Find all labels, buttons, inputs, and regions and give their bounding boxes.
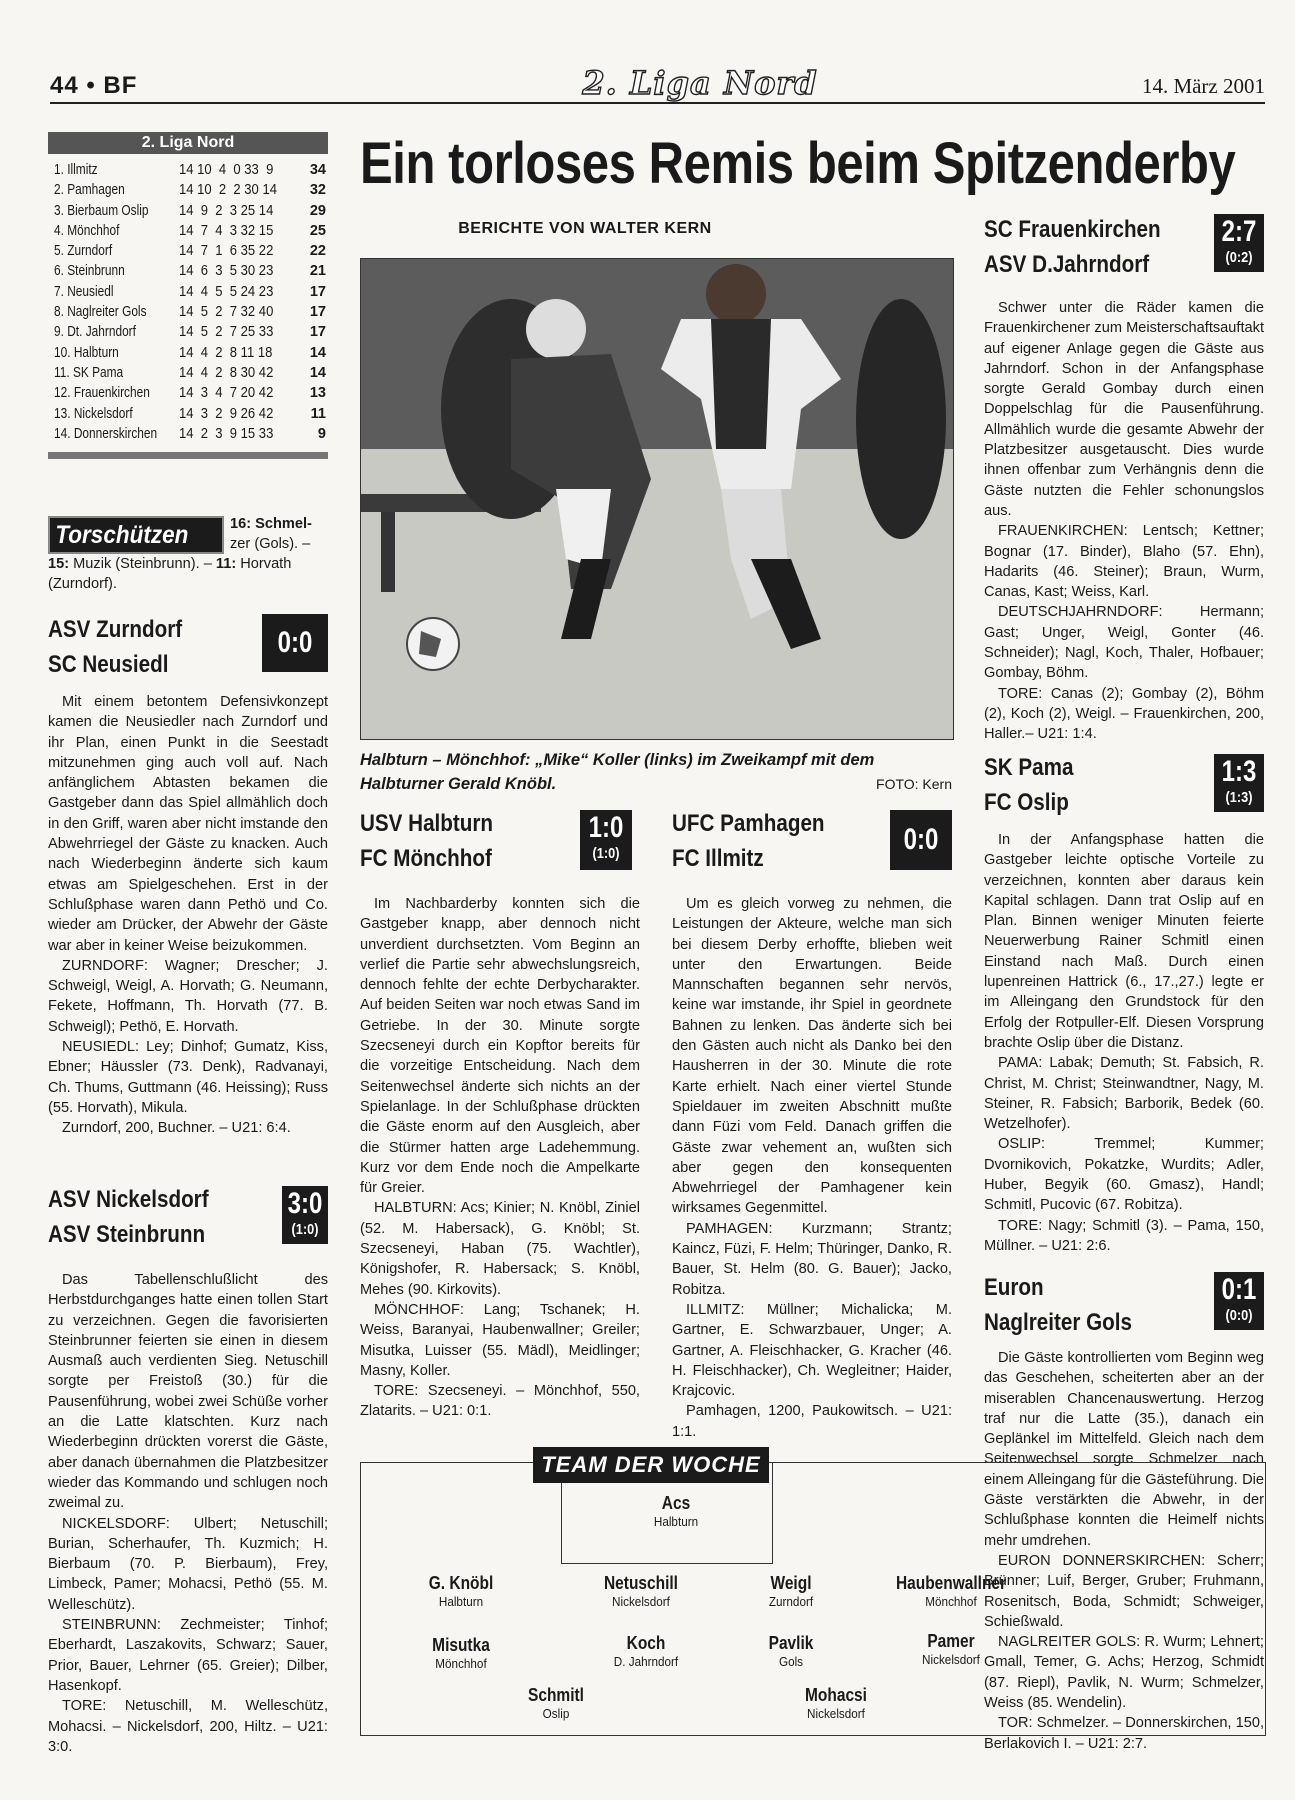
player-name: Koch — [626, 1633, 666, 1653]
team-points: 21 — [309, 263, 326, 280]
team-stats: 14 2 3 9 15 33 — [179, 425, 274, 442]
score: 2:7 — [1221, 215, 1257, 248]
match-pamhagen-report — [672, 894, 952, 1442]
match-frauenkirchen-header — [984, 212, 1264, 288]
lineup-away: OSLIP: Tremmel; Kummer; Dvornikovich, Pokatzke, Wurdits; Adler, Huber, Begyik (60. Gmasz), Handl; Schmitl, Pucovic (67. Robitza). — [984, 1136, 1264, 1214]
team-of-the-week-player — [701, 1573, 881, 1609]
team-of-the-week-player — [371, 1573, 551, 1609]
scorers-text: 15: Muzik (Steinbrunn). – 11: Horvath (Zurndorf). — [48, 556, 292, 593]
team-of-the-week-player — [371, 1635, 551, 1671]
standings-row — [48, 282, 328, 302]
report-text: Das Tabellenschlußlicht des Herbstdurchganges hatte einen tollen Start zu verzeichnen. Gegen die favorisierten Steinbrunner feierten sie einen in diesem Ausmaß auch verdienten Sieg. Netuschill sorgte per Freistoß (30.) für die Pausenführung, wobei zwei Schüße vorher an die Latte klatschten. Kurz nach Wiederbeginn drückten vorerst die Gäste, aber danach übernahmen die Platzbesitzer wieder das Kommando und schlugen noch zweimal zu. — [48, 1272, 328, 1512]
team-of-the-week-title: TEAM DER WOCHE — [533, 1447, 769, 1483]
player-name: Schmitl — [528, 1685, 584, 1705]
player-name: Misutka — [432, 1635, 490, 1655]
away-team: ASV D.Jahrndorf — [984, 251, 1150, 278]
photo-credit: FOTO: Kern — [876, 776, 952, 792]
lineup-home: PAMA: Labak; Demuth; St. Fabsich, R. Christ, M. Christ; Steinwandtner, Nagy, M. Steiner, R. Fabsich; Barborik, Bedek (60. Wetzelhofer). — [984, 1055, 1264, 1133]
lineup-away: NAGLREITER GOLS: R. Wurm; Lehnert; Gmall, Temer, G. Achs; Herzog, Schmidt (87. Riepl), Pavlik, N. Wurm; Schmelzer, Weiss (85. Wendelin). — [984, 1634, 1264, 1712]
away-team: FC Illmitz — [672, 845, 764, 872]
away-team: FC Oslip — [984, 789, 1069, 816]
team-of-the-week-player — [861, 1631, 1041, 1667]
match-halbturn-report — [360, 894, 640, 1422]
home-team: USV Halbturn — [360, 810, 494, 837]
match-info: TORE: Szecseneyi. – Mönchhof, 550, Zlatarits. – U21: 0:1. — [360, 1383, 640, 1420]
match-info: Pamhagen, 1200, Paukowitsch. – U21: 1:1. — [672, 1403, 952, 1440]
standings-row — [48, 322, 328, 342]
player-name: Haubenwallner — [895, 1573, 1007, 1593]
team-points: 14 — [309, 364, 326, 381]
standings-title: 2. Liga Nord — [48, 132, 328, 154]
score: 1:3 — [1221, 755, 1257, 788]
home-team: UFC Pamhagen — [672, 810, 825, 837]
team-of-the-week-player — [861, 1573, 1041, 1609]
player-club: Nickelsdorf — [922, 1652, 980, 1667]
lineup-home: PAMHAGEN: Kurzmann; Strantz; Kaincz, Füzi, F. Helm; Thüringer, Danko, R. Bauer, St. Helm (80. G. Bauer); Jacko, Robitza. — [672, 1220, 952, 1298]
team-name: 14. Donnerskirchen — [54, 425, 158, 442]
team-points: 32 — [309, 182, 326, 199]
score: 0:1 — [1221, 1273, 1257, 1306]
team-name: 11. SK Pama — [54, 364, 124, 381]
standings-row — [48, 363, 328, 383]
match-nickelsdorf-header — [48, 1182, 328, 1258]
player-name: Acs — [661, 1493, 691, 1513]
standings-table — [48, 132, 328, 459]
team-name: 9. Dt. Jahrndorf — [54, 324, 136, 341]
photo-illustration — [361, 259, 953, 739]
score-box — [282, 1186, 328, 1244]
team-stats: 14 5 2 7 32 40 — [179, 304, 274, 321]
standings-row — [48, 160, 328, 180]
standings-row — [48, 241, 328, 261]
lineup-away: NEUSIEDL: Ley; Dinhof; Gumatz, Kiss, Ebner; Häussler (73. Denk), Radvanayi, Ch. Thums, Guttmann (46. Heissing); Russ (55. Horvath), Mikula. — [48, 1039, 328, 1116]
match-info: TOR: Schmelzer. – Donnerskirchen, 150, Berlakovich I. – U21: 2:7. — [984, 1715, 1264, 1752]
match-info: Zurndorf, 200, Buchner. – U21: 6:4. — [62, 1120, 291, 1137]
team-of-the-week-player — [466, 1685, 646, 1721]
team-points: 25 — [309, 222, 326, 239]
match-zurndorf-header — [48, 612, 328, 688]
page-header — [50, 64, 1265, 104]
home-team: Euron — [984, 1274, 1044, 1301]
lineup-home: FRAUENKIRCHEN: Lentsch; Kettner; Bognar (17. Binder), Blaho (57. Ehn), Hadarits (46. Steiner); Braun, Wurm, Canas, Kast; Weiss, Karl. — [984, 523, 1264, 601]
team-stats: 14 4 2 8 11 18 — [179, 344, 273, 361]
match-halbturn-header — [360, 806, 632, 882]
halftime-score: (0:2) — [1225, 249, 1253, 266]
standings-row — [48, 383, 328, 403]
halftime-score: (1:3) — [1225, 789, 1253, 806]
report-text: Die Gäste kontrollierten vom Beginn weg das Geschehen, scheiterten aber an der miserablen Chancenauswertung. Herzog traf nur die Latte (35.), danach ein Geplänkel im Mittelfeld. Gleich nach dem Seitenwechsel sorgte Schmelzer nach einem Alleingang für die Gästeführung. Die Gäste verstärkten die Abwehr, in der Schlußphase konnten die Heimelf nichts mehr umdrehen. — [984, 1350, 1264, 1549]
byline: BERICHTE VON WALTER KERN — [458, 220, 712, 237]
page-number: 44 • BF — [50, 72, 138, 99]
standings-row — [48, 343, 328, 363]
match-info: TORE: Nagy; Schmitl (3). – Pama, 150, Müllner. – U21: 2:6. — [984, 1217, 1264, 1254]
standings-row — [48, 201, 328, 221]
team-name: 7. Neusiedl — [54, 283, 114, 300]
lineup-home: ZURNDORF: Wagner; Drescher; J. Schweigl, Weigl, A. Horvath; G. Neumann, Fekete, Hoffmann, Th. Horvath (77. B. Schweigl); Pethö, E. Horvath. — [48, 957, 328, 1035]
team-name: 12. Frauenkirchen — [54, 385, 150, 402]
match-frauenkirchen-report — [984, 298, 1264, 745]
team-points: 34 — [309, 162, 326, 178]
home-team: ASV Nickelsdorf — [48, 1186, 209, 1213]
team-of-the-week-player — [586, 1493, 766, 1529]
score-box — [580, 810, 632, 870]
caption-text: Halbturn – Mönchhof: „Mike“ Koller (links) im Zweikampf mit dem Halbturner Gerald Knöbl. — [360, 751, 875, 793]
player-club: D. Jahrndorf — [613, 1654, 679, 1669]
away-team: Naglreiter Gols — [984, 1309, 1132, 1336]
lineup-home: HALBTURN: Acs; Kinier; N. Knöbl, Ziniel (52. M. Habersack), G. Knöbl; St. Szecseneyi, Haban (75. Wachtler), Königshofer, R. Habersack; S. Knöbl, Mehes (90. Kirkovits). — [360, 1200, 640, 1298]
home-team: ASV Zurndorf — [48, 616, 183, 643]
scorers-box — [48, 512, 328, 595]
player-club: Gols — [778, 1654, 804, 1669]
team-stats: 14 3 2 9 26 42 — [179, 405, 274, 422]
away-team: FC Mönchhof — [360, 845, 492, 872]
report-text: Im Nachbarderby konnten sich die Gastgeber knapp, aber dennoch nicht unverdient durchsetzten. Vom Beginn an verlief die Partie sehr abwechslungsreich, dennoch fehlte der echte Derbycharakter. Auf beiden Seiten war noch etwas Sand im Getriebe. In der 30. Minute sorgte Szecseneyi durch ein Kopftor bereits für die vorzeitige Entscheidung. Nach dem Seitenwechsel änderte sich nichts an der Spielanlage. In der Schlußphase drückten die Gäste enorm auf den Ausgleich, aber die Stürmer hatten arge Ladehemmung. Kurz vor dem Ende noch die Ampelkarte für Greier. — [360, 896, 640, 1197]
score-box — [1214, 1272, 1264, 1330]
scorers-line-2: zer (Gols). – — [230, 536, 311, 553]
team-name: 1. Illmitz — [54, 162, 98, 178]
report-text: Schwer unter die Räder kamen die Frauenkirchener zum Meisterschaftsauftakt auf eigener Anlage gegen die Gäste aus Jahrndorf. Schon in der Anfangsphase sorgte Gerald Gombay durch einen Doppelschlag für die Pausenführung. Allmählich wurde die gesamte Abwehr der Platzbesitzer ausgetauscht. Dies wurde ihnen offenbar zum Verhängnis denn die Gäste nutzten die Fehler schonungslos aus. — [984, 300, 1264, 519]
team-name: 8. Naglreiter Gols — [54, 304, 147, 321]
team-stats: 14 7 1 6 35 22 — [179, 243, 274, 260]
team-of-the-week-player — [746, 1685, 926, 1721]
away-team: ASV Steinbrunn — [48, 1221, 206, 1248]
team-name: 5. Zurndorf — [54, 243, 113, 260]
match-nickelsdorf-report — [48, 1270, 328, 1757]
team-points: 9 — [317, 425, 326, 442]
team-stats: 14 10 2 2 30 14 — [179, 182, 277, 199]
away-team: SC Neusiedl — [48, 651, 169, 678]
match-zurndorf-report — [48, 692, 328, 1139]
team-points: 13 — [309, 385, 326, 402]
score: 0:0 — [277, 626, 313, 659]
player-club: Oslip — [542, 1706, 570, 1721]
team-points: 17 — [309, 324, 326, 341]
standings-row — [48, 302, 328, 322]
report-text: Mit einem betontem Defensivkonzept kamen die Neusiedler nach Zurndorf und ihr Plan, einen Punkt in die Seestadt mitzunehmen ging auch voll auf. Nach anfänglichem Abtasten bekamen die Gastgeber dann das Spiel allmählich doch in den Griff, waren aber nicht imstande den Abwehrriegel der Gäste zu knacken. Auch nach Wiederbeginn änderte sich kaum etwas am Spielgeschehen. Erst in der Schlußphase waren dann Pethö und Co. wieder am Drücker, der Abwehr der Gäste war aber in keiner Weise beizukommen. — [48, 694, 328, 954]
player-name: Pamer — [927, 1631, 975, 1651]
player-name: Pavlik — [768, 1633, 814, 1653]
team-of-the-week-player — [701, 1633, 881, 1669]
report-text: In der Anfangsphase hatten die Gastgeber leichte optische Vorteile zu verzeichnen, konnten aber daraus kein Kapital schlagen. Dann trat Oslip auf en Plan. Binnen weniger Minuten feierte Neuerwerbung Rainer Schmitl einen Einstand nach Maß. Durch einen lupenreinen Hattrick (6., 17.,27.) legte er im Alleingang den Grundstock für den Erfolg der Rotpuller-Elf. Diesen Vorsprung brachte Oslip über die Distanz. — [984, 832, 1264, 1051]
team-stats: 14 7 4 3 32 15 — [179, 222, 274, 239]
standings-row — [48, 221, 328, 241]
team-points: 11 — [310, 405, 326, 422]
match-photo — [360, 258, 954, 740]
standings-row — [48, 424, 328, 444]
team-points: 17 — [309, 304, 326, 321]
lineup-away: STEINBRUNN: Zechmeister; Tinhof; Eberhardt, Laszakovits, Schwarz; Sauer, Prior, Bauer, Lehrner (65. Greier); Dilber, Hasenkopf. — [48, 1617, 328, 1694]
player-name: Mohacsi — [805, 1685, 867, 1705]
photo-caption — [360, 748, 952, 796]
player-club: Nickelsdorf — [807, 1706, 865, 1721]
player-club: Halbturn — [653, 1514, 699, 1529]
match-info: TORE: Canas (2); Gombay (2), Böhm (2), Koch (2), Weigl. – Frauenkirchen, 200, Haller.– U21: 1:4. — [984, 685, 1264, 743]
team-stats: 14 9 2 3 25 14 — [179, 202, 274, 219]
player-name: Netuschill — [604, 1573, 678, 1593]
player-name: G. Knöbl — [428, 1573, 494, 1593]
lineup-away: DEUTSCHJAHRNDORF: Hermann; Gast; Unger, Weigl, Gonter (46. Schneider); Nagl, Koch, Thaler, Hofbauer; Gombay, Böhm. — [984, 604, 1264, 682]
halftime-score: (0:0) — [1225, 1307, 1253, 1324]
lineup-home: NICKELSDORF: Ulbert; Netuschill; Burian, Scherhaufer, Th. Kuzmich; H. Bierbaum (70. P. Bierbaum), Frey, Limbeck, Pamer; Mohacsi, Pethö (55. M. Welleschütz). — [48, 1515, 328, 1613]
standings-row — [48, 404, 328, 424]
score-box — [1214, 214, 1264, 272]
score-box — [262, 614, 328, 672]
player-club: Zurndorf — [768, 1594, 814, 1609]
standings-rows — [48, 154, 328, 444]
score: 1:0 — [588, 811, 624, 844]
standings-row — [48, 261, 328, 281]
team-points: 29 — [309, 202, 326, 219]
standings-row — [48, 180, 328, 200]
team-name: 6. Steinbrunn — [54, 263, 125, 280]
home-team: SK Pama — [984, 754, 1074, 781]
team-stats: 14 5 2 7 25 33 — [179, 324, 274, 341]
score: 0:0 — [903, 823, 939, 856]
score-box — [890, 810, 952, 870]
team-stats: 14 10 4 0 33 9 — [179, 162, 274, 178]
team-stats: 14 3 4 7 20 42 — [179, 385, 274, 402]
lineup-away: MÖNCHHOF: Lang; Tschanek; H. Weiss, Baranyai, Haubenwallner; Greiler; Misutka, Luisser (55. Mädl), Meidlinger; Masny, Koller. — [360, 1301, 640, 1379]
score-box — [1214, 754, 1264, 812]
team-of-the-week — [360, 1452, 1266, 1736]
home-team: SC Frauenkirchen — [984, 216, 1161, 243]
team-stats: 14 4 5 5 24 23 — [179, 283, 274, 300]
team-name: 4. Mönchhof — [54, 222, 120, 239]
report-text: Um es gleich vorweg zu nehmen, die Leistungen der Akteure, welche man sich bei diesem Derby erhoffte, blieben weit unter den Erwartungen. Beide Mannschaften begannen sehr nervös, keine war imstande, ihr Spiel in geordnete Bahnen zu lenken. Das änderte sich bei den Gästen auch nicht als Danko bei den Hausherren in der 30. Minute die rote Karte erhielt. Nach einer viertel Stunde Spieldauer im zweiten Abschnitt mußte dann Füzi vom Feld. Danach griffen die Gäste zwar vehement an, wußten sich aber gegen den konsequenten Abwehrriegel der Pamhagener kein wirksames Gegenmittel. — [672, 896, 952, 1217]
team-name: 13. Nickelsdorf — [54, 405, 133, 422]
headline: Ein torloses Remis beim Spitzenderby — [360, 131, 1236, 196]
section-title: 2. Liga Nord — [582, 64, 818, 102]
team-stats: 14 4 2 8 30 42 — [179, 364, 274, 381]
match-pama-header — [984, 750, 1264, 826]
team-points: 14 — [309, 344, 326, 361]
player-club: Nickelsdorf — [612, 1594, 670, 1609]
lineup-away: ILLMITZ: Müllner; Michalicka; M. Gartner, E. Schwarzbauer, Unger; A. Gartner, A. Fleischhacker, G. Kracher (46. H. Fleischhacker), Ch. Wegleitner; Haider, Krajcovic. — [672, 1301, 952, 1400]
match-pama-report — [984, 830, 1264, 1256]
player-club: Mönchhof — [435, 1656, 487, 1671]
standings-divider — [48, 452, 328, 459]
team-points: 22 — [309, 243, 326, 260]
scorers-title: Torschützen — [55, 521, 189, 549]
team-name: 2. Pamhagen — [54, 182, 125, 199]
team-name: 3. Bierbaum Oslip — [54, 202, 149, 219]
match-pamhagen-header — [672, 806, 952, 882]
halftime-score: (1:0) — [592, 845, 620, 862]
team-stats: 14 6 3 5 30 23 — [179, 263, 274, 280]
team-name: 10. Halbturn — [54, 344, 119, 361]
issue-date: 14. März 2001 — [1141, 74, 1265, 98]
match-euron-header — [984, 1270, 1264, 1346]
player-club: Mönchhof — [925, 1594, 977, 1609]
score: 3:0 — [287, 1187, 323, 1220]
match-info: TORE: Netuschill, M. Welleschütz, Mohacsi. – Nickelsdorf, 200, Hiltz. – U21: 3:0. — [48, 1698, 328, 1755]
halftime-score: (1:0) — [291, 1221, 319, 1238]
team-points: 17 — [309, 283, 326, 300]
scorers-line-1: 16: Schmel- — [230, 516, 312, 532]
lineup-home: EURON DONNERSKIRCHEN: Scherr; Brünner; Luif, Berger, Gruber; Fruhmann, Rosenitsch, Boda, Schmidt; Schweiger, Schießwald. — [984, 1552, 1264, 1630]
player-name: Weigl — [770, 1573, 812, 1593]
player-club: Halbturn — [438, 1594, 484, 1609]
scorers-title-box — [48, 516, 224, 554]
